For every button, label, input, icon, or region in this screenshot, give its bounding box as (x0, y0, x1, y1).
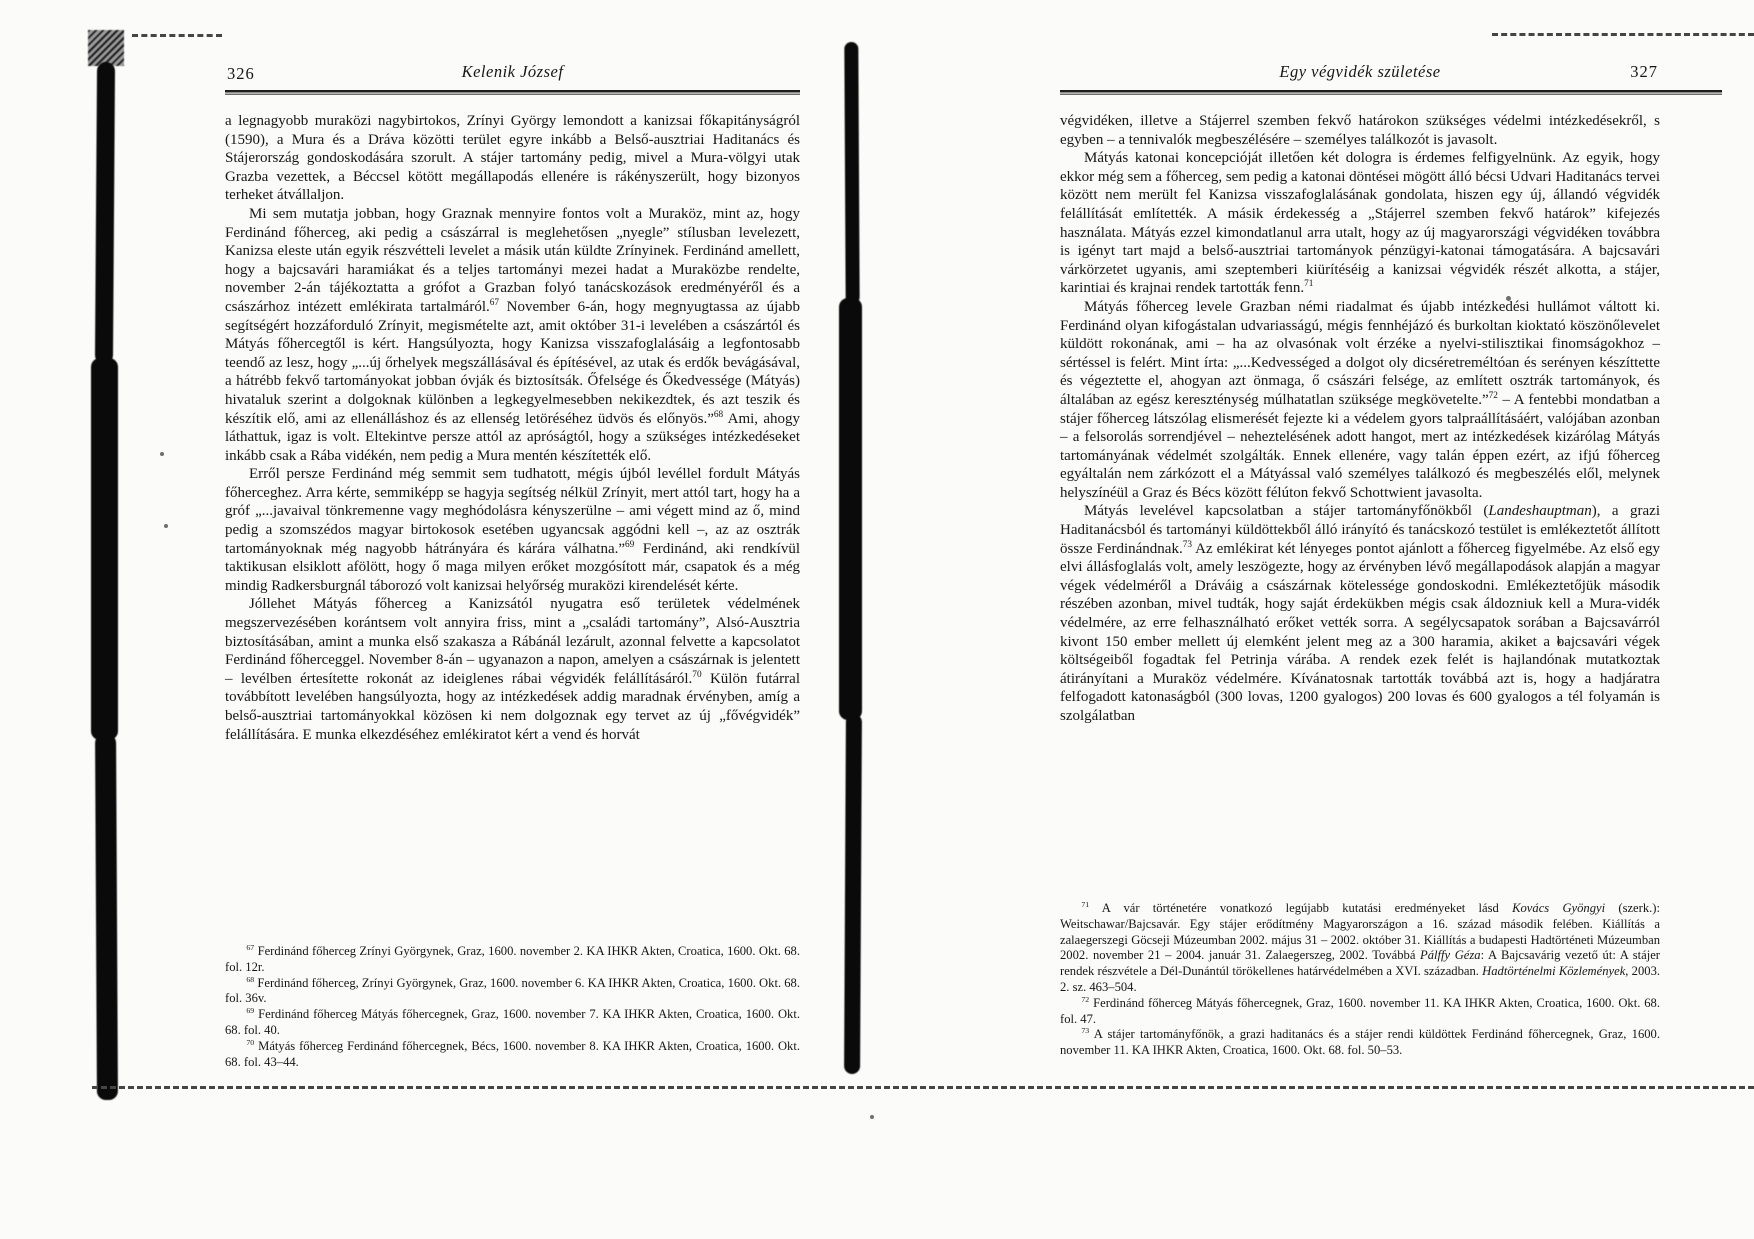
page-number: 326 (227, 64, 255, 83)
text-run: Ferdinánd főherceg, Zrínyi Györgynek, Graz, 1600. november 6. KA IHKR Akten, Croatica, 1600. Okt. 68. fol. 36v. (225, 975, 800, 1006)
paragraph (1060, 298, 1660, 503)
footnote-marker: 67 (246, 942, 255, 952)
page-number: 327 (1630, 62, 1658, 81)
gutter-shadow-left (95, 62, 115, 364)
text-run: (szerk.): Weitschawar/Bajcsavár. Egy stájer erődítmény Magyarországon a 16. század második felében. Kiállítás a zalaegerszegi Göcseji Múzeumban 2002. május 31 – 2002. október 31. Kiállítás a budapesti Hadtörténeti Múzeumban 2002. november 21 – 2004. január 31. Zalaegerszeg, 2002. Továbbá (1060, 901, 1660, 963)
footnote-ref: 71 (1304, 279, 1314, 290)
text-run: Ami, ahogy láthattuk, igaz is volt. Eltekintve persze attól az apróságtól, hogy a szükséges intézkedéseket inkább csak a Rába vidékén, nem pedig a Mura mentén készítették elő. (225, 410, 801, 464)
spine-shadow (844, 42, 859, 304)
scan-dash-top-right (1492, 33, 1754, 36)
footnote (225, 976, 800, 1008)
text-run: Külön futárral továbbított levelében hangsúlyozta, hogy az intézkedések addig maradnak érvényben, amíg a belső-ausztriai tartományokkal közösen ki nem dolgoznak egy tervet az új „fővégvidék” felállítására. E munka elkezdéséhez emlékiratot kért a vend és horvát (225, 670, 800, 743)
text-run: – A fentebbi mondatban a stájer főherceg látszólag elismerését fejezte ki a védelem gyors talpraállításáért, valójában azonban – a felsorolás sorrendjével – neheztelésének adott hangot, mert az intézkedések kizárólag Mátyás tartományának védelmét szolgálták. Ennek ellenére, vagy talán éppen ezért, az ifjú főherceg egyáltalán nem zárkózott el a Mátyással való személyes találkozó és megbeszélés elől, melynek helyszínéül a Graz és Bécs között félúton fekvő Schottwient javasolta. (1060, 391, 1660, 501)
footnote-marker: 69 (246, 1006, 255, 1015)
footnote-marker: 72 (1081, 994, 1090, 1004)
header-rule (225, 90, 800, 95)
gutter-shadow-left (95, 734, 118, 1100)
text-run: A stájer tartományfőnök, a grazi haditanács és a stájer rendi küldöttek Ferdinánd főhercegnek, Graz, 1600. november 11. KA IHKR Akten, Croatica, 1600. Okt. 68. fol. 50–53. (1060, 1027, 1660, 1058)
scan-speck (160, 452, 164, 456)
text-run: Mátyás főherceg Ferdinánd főhercegnek, Bécs, 1600. november 8. KA IHKR Akten, Croatica, 1600. Okt. 68. fol. 43–44. (225, 1038, 800, 1069)
text-run: végvidéken, illetve a Stájerrel szemben fekvő határokon szükséges védelmi intézkedésekről, s egyben – a tennivalók megbeszélésére – személyes találkozót is javasolt. (1060, 113, 1660, 148)
spine-shadow (839, 298, 862, 720)
footnote-ref: 69 (625, 539, 635, 550)
scan-page-left (225, 58, 800, 1078)
text-run: November 6-án, hogy megnyugtassa az újabb segítségért hozzáforduló Zrínyit, megismételte azt, amit október 31-i levelében a császártól és Mátyás főhercegtől is kért. Hangsúlyozta, hogy Kanizsa visszafoglalásáig a legfontosabb teendő az lesz, hogy „...új őrhelyek megszállásával és építésével, az utak és erdők bevágásával, a hátrébb fekvő tartományokat jobban óvják és biztosítsák. Őfelsége és Őkedvessége (Mátyás) hivataluk szerint a dolgoknak különben a legkegyelmesebben nekikezdtek, és azt teszik és készítik elő, ami az ellenálláshoz és az ellenség letöréséhez üdvös és előnyös.” (225, 298, 801, 427)
running-header: Egy végvidék születése (1279, 62, 1441, 81)
scan-page-right (1060, 58, 1660, 1088)
footnote-marker: 70 (246, 1037, 255, 1047)
scan-speck (870, 1115, 874, 1119)
page-header (225, 58, 800, 92)
text-run: Mátyás levelével kapcsolatban a stájer tartományfőnökből ( (1084, 503, 1489, 520)
text-run: Hadtörténelmi Közlemények, (1482, 964, 1629, 979)
footnote-ref: 73 (1182, 539, 1192, 550)
text-run: Az emlékirat két lényeges pontot ajánlott a főherceg figyelmébe. Az első egy elvi állásfoglalás volt, amely leszögezte, hogy az érvényben lévő megállapodások alapján a magyar végek védelméről a Dráváig a császárnak kötelessége gondoskodni. Emlékeztetőjük második részében azonban, mivel tudták, hogy saját érdekükben mégis csak áldozniuk kell a Mura-vidék védelmére, az erre felhasználható erőket vették sorra. A segélycsapatok sorában a Bajcsavárról kivont 150 ember mellett új elemként jelent meg az a 300 haramia, akiket a bajcsavári végek költségeiből fogadtak fel Petrinja várába. A rendek ezek felét is hajlandónak mutatkoztak átirányítani a Muraköz védelmére. Kívánatosnak tartották továbbá azt is, hogy a hadjáratra felfogadott katonaságból (300 lovas, 1200 gyalogos) 200 lovas és 600 gyalogos a tél folyamán is szolgálatban (1060, 540, 1661, 724)
text-run: ), a grazi Haditanácsból és tartományi küldöttekből álló irányító és tanácskozó testület is emlékeztetőt állított össze Ferdinándnak. (1060, 503, 1660, 557)
page-header (1060, 58, 1660, 92)
text-run: a legnagyobb muraközi nagybirtokos, Zrínyi György lemondott a kanizsai főkapitányságról (1590), a Mura és a Dráva közötti terület egyre inkább a Belső-ausztriai Haditanács és Stájerország gondoskodására szorult. A stájer tartomány pedig, mivel a Mura-völgyi utak Grazba vezettek, a Béccsel kötött megállapodás ellenére is rákényszerült, hogy bizonyos terheket átvállaljon. (225, 113, 800, 204)
footnote-marker: 68 (246, 974, 255, 984)
text-run: Jóllehet Mátyás főherceg a Kanizsától nyugatra eső területek védelmének megszervezésében korántsem volt annyira friss, mint a „családi tartomány”, Alsó-Ausztria biztosításában, amint a munka első szakasza a Rábánál lezárult, azonnal felvette a kapcsolatot Ferdinánd főherceggel. November 8-án – ugyanazon a napon, amelyen a császárnak is jelentett – levélben értesítette rokonát az ideiglenes rábai végvidék felállításáról. (225, 596, 800, 687)
footnote (1060, 901, 1660, 996)
scan-hatch-block (88, 30, 124, 66)
text-run: 2003. 2. sz. 463–504. (1060, 964, 1661, 994)
text-run: Ferdinánd főherceg Zrínyi Györgynek, Graz, 1600. november 2. KA IHKR Akten, Croatica, 1600. Okt. 68. fol. 12r. (225, 944, 801, 974)
footnote (1060, 1027, 1660, 1059)
text-run: A vár történetére vonatkozó legújabb kutatási eredményeket lásd (1101, 901, 1513, 915)
text-run: Erről persze Ferdinánd még semmit sem tudhatott, mégis újból levéllel fordult Mátyás főherceghez. Arra kérte, semmiképp se hagyja segítség nélkül Zrínyit, mert attól tart, hogy ha a gróf „...javaival tönkremenne vagy meghódolásra kényszerülne – ami végett mind az ő, mind pedig a szomszédos magyar birtokosok esetében ugyancsak aggódni kell –, az az osztrák tartományoknak még nagyobb hátrányára és kárára válhatna.” (225, 466, 800, 557)
footnote-ref: 68 (713, 409, 724, 420)
paragraph (225, 112, 800, 205)
text-run: Kovács Gyöngyi (1512, 901, 1606, 915)
text-run: : A Bajcsavárig vezető út: A stájer rendek részvétele a Dél-Dunántúl törökellenes határvédelmében a XVI. században. (1060, 948, 1660, 979)
footnotes (1060, 901, 1660, 1059)
text-run: Landeshauptman (1488, 503, 1592, 520)
footnote-marker: 71 (1081, 899, 1090, 909)
paragraph (225, 595, 800, 744)
text-run: Ferdinánd, aki rendkívül taktikusan elsiklott afölött, hogy ő maga milyen erőket mozgósított már, csapatok és a még mindig Radkersburgnál táborozó volt kanizsai helyőrség muraközi kirendelését kérte. (225, 540, 800, 594)
body-text (225, 112, 800, 744)
paragraph (1060, 502, 1660, 725)
text-run: Mátyás főherceg levele Grazban némi riadalmat és újabb intézkedési hullámot váltott ki. Ferdinánd olyan kifogástalan udvariasságú, mégis fennhéjázó és burkoltan kioktató köszönőlevelet küldött rokonának, ami – ha az olvasónak volt érzéke a nyelvi-stilisztikai finomságokhoz – sértéssel is felért. Mint írta: „...Kedvességed a dolgot oly dicséretreméltóan és serényen készíttette és végeztette el, ahogyan azt önmaga, ő császári felsége, az említett osztrák tartományok, és általában az egész kereszténység múlhatatlan szüksége megkövetelte.” (1060, 298, 1660, 408)
paragraph (225, 465, 800, 595)
paragraph (225, 205, 800, 465)
footnote-marker: 73 (1081, 1026, 1090, 1036)
footnotes (225, 944, 800, 1070)
text-run: Ferdinánd főherceg Mátyás főhercegnek, Graz, 1600. november 7. KA IHKR Akten, Croatica, 1600. Okt. 68. fol. 40. (225, 1007, 800, 1037)
body-text (1060, 112, 1660, 726)
footnote-ref: 72 (1488, 390, 1498, 401)
footnote (225, 1039, 800, 1071)
header-rule (1060, 90, 1722, 95)
scan-speck (164, 524, 168, 528)
spine-shadow (844, 714, 862, 1074)
running-header: Kelenik József (461, 62, 564, 81)
footnote (225, 1007, 800, 1039)
footnote-ref: 67 (489, 297, 500, 308)
gutter-shadow-left (91, 358, 118, 740)
text-run: Ferdinánd főherceg Mátyás főhercegnek, Graz, 1600. november 11. KA IHKR Akten, Croatica, 1600. Okt. 68. fol. 47. (1060, 995, 1660, 1026)
paragraph (1060, 112, 1660, 149)
text-run: Pálffy Géza (1420, 948, 1481, 963)
text-run: Mátyás katonai koncepcióját illetően két dologra is érdemes felfigyelnünk. Az egyik, hogy ekkor még sem a főherceg, sem pedig a katonai döntései mögött álló bécsi Udvari Haditanács tervei között nem merült fel Kanizsa visszafoglalásának gondolata, hiszen egy új, állandó végvidék felállítását említették. A másik érdekesség a „Stájerrel szemben fekvő határok” kifejezés használata. Mátyás ezzel kimondatlanul arra utalt, hogy az új magyarországi végvidéken továbbra is igényt tart majd a belső-ausztriai tartományok pénzügyi-katonai támogatására. A bajcsavári várkörzetet ugyanis, ami szeptemberi kiürítéséig a kanizsai végvidék részét alkotta, a stájer, karintiai és krajnai rendek tartották fenn. (1060, 150, 1660, 297)
footnote (1060, 996, 1660, 1028)
scan-dash-top-left (132, 34, 222, 37)
paragraph (1060, 149, 1660, 298)
footnote-ref: 70 (692, 669, 702, 680)
footnote (225, 944, 800, 976)
text-run: Mi sem mutatja jobban, hogy Graznak mennyire fontos volt a Muraköz, mint az, hogy Ferdinánd főherceg, aki pedig a császárral is meglehetősen „nyegle” stílusban levelezett, Kanizsa eleste után egyik részvétteli levelet a másik után küldte Zrínyinek. Ferdinánd amellett, hogy a bajcsavári haramiákat és a teljes tartományi mezei hadat a Muraközbe rendelte, november 2-án tájékoztatta a grófot a Grazban folyó tanácskozások eredményéről és a császárhoz intézett emlékirata tartalmáról. (225, 205, 800, 315)
